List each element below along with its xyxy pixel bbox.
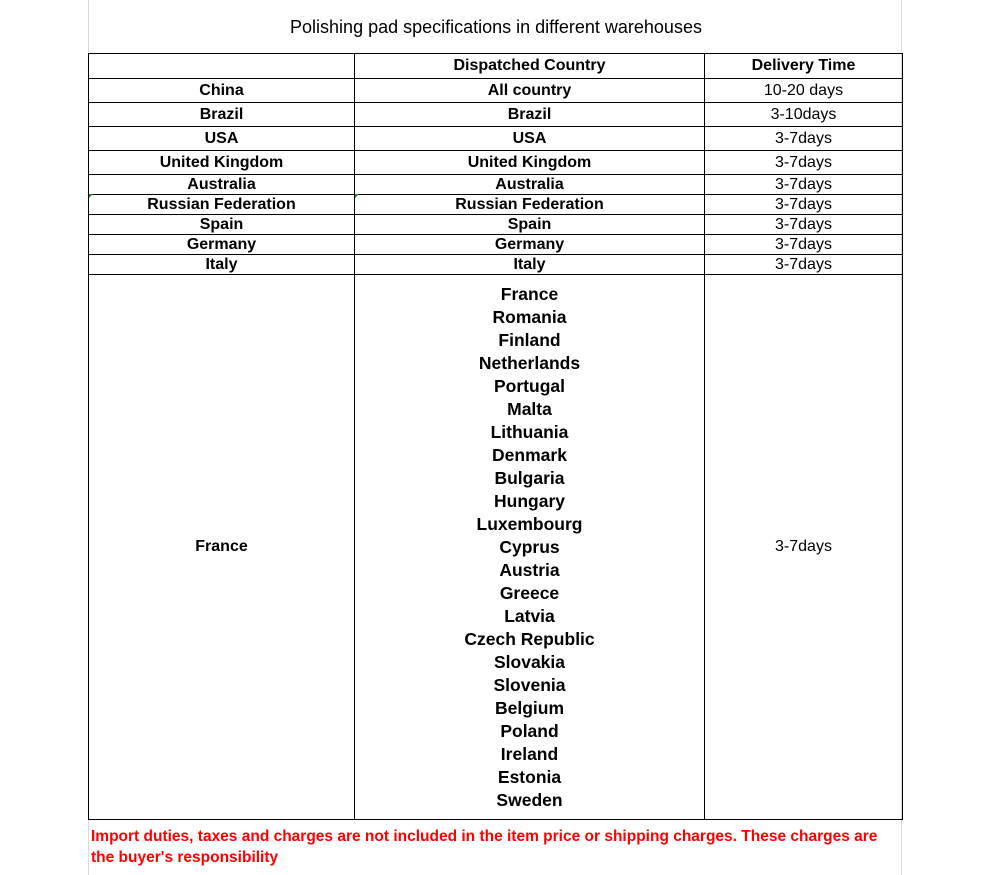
warehouse-cell: Australia: [89, 175, 355, 195]
table-row: [89, 235, 903, 255]
warehouse-cell: Germany: [89, 235, 355, 255]
warehouse-cell: USA: [89, 127, 355, 151]
delivery-cell: 3-7days: [705, 175, 903, 195]
warehouse-table: [88, 53, 903, 820]
warehouse-cell: Italy: [89, 255, 355, 275]
eu-country-item: Lithuania: [490, 421, 569, 442]
eu-country-item: Hungary: [494, 490, 565, 511]
eu-country-item: Luxembourg: [476, 513, 583, 534]
delivery-cell: 3-10days: [705, 103, 903, 127]
eu-country-item: Poland: [500, 720, 559, 741]
table-row: [89, 127, 903, 151]
eu-country-item: Malta: [507, 398, 552, 419]
delivery-cell: 10-20 days: [705, 79, 903, 103]
eu-country-item: Austria: [499, 559, 560, 580]
page-title: Polishing pad specifications in different warehouses: [290, 17, 702, 37]
eu-country-item: Slovenia: [493, 674, 566, 695]
warehouse-cell: China: [89, 79, 355, 103]
warehouse-cell: United Kingdom: [89, 151, 355, 175]
eu-country-item: Latvia: [504, 605, 555, 626]
eu-country-item: Czech Republic: [464, 628, 595, 649]
warehouse-cell: Spain: [89, 215, 355, 235]
eu-country-item: Romania: [492, 306, 567, 327]
table-row: [89, 175, 903, 195]
dispatched-cell: Australia: [355, 175, 705, 195]
warehouse-cell: Russian Federation: [89, 195, 355, 215]
eu-countries-list: [355, 275, 705, 820]
eu-country-item: Belgium: [494, 697, 565, 718]
table-row: [89, 79, 903, 103]
eu-country-item: Denmark: [492, 444, 567, 465]
table-row: [89, 151, 903, 175]
dispatched-cell: Germany: [355, 235, 705, 255]
eu-country-item: Ireland: [500, 743, 559, 764]
dispatched-cell: Spain: [355, 215, 705, 235]
dispatched-cell: Brazil: [355, 103, 705, 127]
table-row: [89, 255, 903, 275]
delivery-cell: 3-7days: [705, 127, 903, 151]
table-row-france: [89, 275, 903, 820]
delivery-cell: 3-7days: [705, 215, 903, 235]
eu-country-item: Bulgaria: [494, 467, 565, 488]
cell-comment-marker: [89, 194, 93, 198]
dispatched-cell: Russian Federation: [355, 195, 705, 215]
dispatched-cell: Italy: [355, 255, 705, 275]
table-header-row: [89, 54, 903, 79]
eu-country-item: Slovakia: [493, 651, 566, 672]
header-delivery-time: Delivery Time: [705, 54, 903, 79]
table-row: [89, 195, 903, 215]
delivery-cell: 3-7days: [705, 195, 903, 215]
eu-country-item: Finland: [498, 329, 561, 350]
delivery-cell: 3-7days: [705, 255, 903, 275]
eu-country-item: Sweden: [496, 789, 563, 810]
delivery-cell: 3-7days: [705, 235, 903, 255]
delivery-cell: 3-7days: [705, 151, 903, 175]
table-row: [89, 215, 903, 235]
eu-country-item: Portugal: [494, 375, 565, 396]
header-warehouse: [89, 54, 355, 79]
dispatched-cell: United Kingdom: [355, 151, 705, 175]
eu-country-item: Cyprus: [499, 536, 560, 557]
eu-country-item: Estonia: [497, 766, 562, 787]
cell-comment-marker: [355, 194, 359, 198]
delivery-cell-france: 3-7days: [705, 275, 903, 820]
eu-country-item: Netherlands: [478, 352, 581, 373]
dispatched-cell: All country: [355, 79, 705, 103]
import-duties-note: Import duties, taxes and charges are not included in the item price or shipping charges. These charges are the buyer's responsibility: [91, 828, 878, 866]
eu-country-item: France: [500, 283, 559, 304]
header-dispatched-country: Dispatched Country: [355, 54, 705, 79]
table-row: [89, 103, 903, 127]
warehouse-cell-france: France: [89, 275, 355, 820]
dispatched-cell: USA: [355, 127, 705, 151]
warehouse-cell: Brazil: [89, 103, 355, 127]
eu-country-item: Greece: [499, 582, 560, 603]
